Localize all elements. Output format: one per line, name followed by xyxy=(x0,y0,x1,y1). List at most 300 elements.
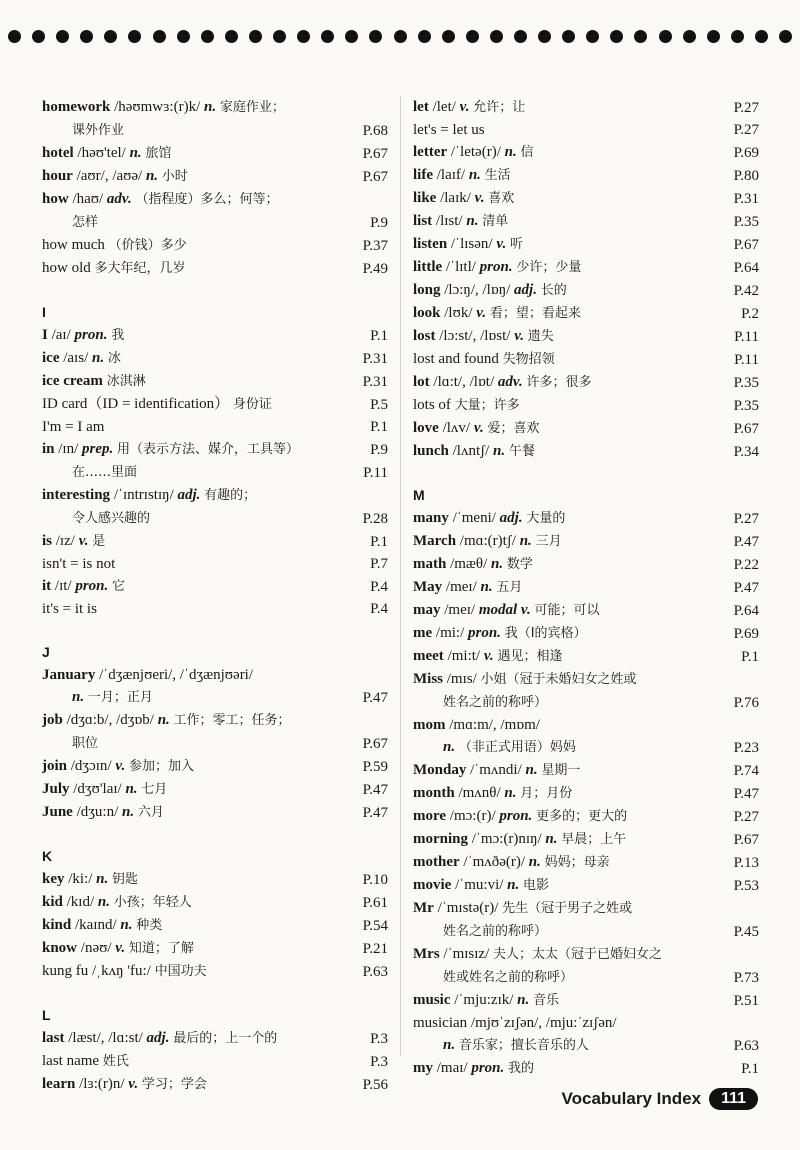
entry-text xyxy=(413,325,713,348)
chinese-meaning: 看；望；看起来 xyxy=(489,306,581,321)
pronunciation: /lʊk/ xyxy=(444,305,473,321)
page-reference: P.1 xyxy=(370,328,388,344)
entry-text xyxy=(413,851,713,874)
headword: my xyxy=(413,1060,433,1076)
pronunciation: /ˈmɪstə(r)/ xyxy=(437,900,499,916)
chinese-meaning: 参加；加入 xyxy=(128,759,194,774)
binder-dot xyxy=(683,30,696,43)
binder-dot xyxy=(755,30,768,43)
chinese-meaning: 遗失 xyxy=(527,329,554,344)
chinese-meaning: 它 xyxy=(112,579,126,594)
part-of-speech: n. xyxy=(468,167,481,183)
chinese-meaning: 多大年纪，几岁 xyxy=(94,261,186,276)
headword: may xyxy=(413,602,441,618)
entry-text xyxy=(42,1027,342,1050)
chinese-meaning: 大量的 xyxy=(526,511,566,526)
entry-text xyxy=(42,778,342,801)
pronunciation: /ɪt/ xyxy=(54,578,72,594)
entry-text xyxy=(413,897,713,920)
headword: kid xyxy=(42,894,63,910)
index-entry xyxy=(42,370,388,393)
headword: morning xyxy=(413,831,469,847)
entry-phrase: I'm = I am xyxy=(42,419,105,435)
page-reference: P.9 xyxy=(370,215,388,231)
index-entry xyxy=(42,664,388,686)
headword: May xyxy=(413,579,443,595)
entry-text xyxy=(413,96,713,119)
entry-phrase: isn't = is not xyxy=(42,556,116,572)
pronunciation: /ɪn/ xyxy=(58,441,79,457)
binder-dot xyxy=(418,30,431,43)
pronunciation: /laɪk/ xyxy=(440,190,471,206)
part-of-speech: v. xyxy=(514,328,525,344)
part-of-speech: v. xyxy=(473,420,484,436)
index-entry xyxy=(42,257,388,280)
chinese-meaning: 在……里面 xyxy=(72,465,138,480)
page-reference: P.69 xyxy=(733,626,759,642)
index-entry xyxy=(42,234,388,257)
index-entry xyxy=(42,575,388,598)
part-of-speech: v. xyxy=(128,1076,139,1092)
part-of-speech: modal v. xyxy=(478,602,531,618)
index-section xyxy=(42,642,388,824)
entry-text xyxy=(42,598,342,620)
page-reference: P.28 xyxy=(362,511,388,527)
entry-text xyxy=(413,256,713,279)
pronunciation: /maɪ/ xyxy=(436,1060,468,1076)
page-reference: P.1 xyxy=(370,419,388,435)
index-entry xyxy=(413,530,759,553)
entry-text xyxy=(413,187,713,210)
index-entry xyxy=(42,324,388,347)
chinese-meaning: 生活 xyxy=(484,168,511,183)
index-entry xyxy=(42,165,388,188)
index-section xyxy=(42,302,388,620)
page-reference: P.21 xyxy=(362,941,388,957)
entry-text xyxy=(413,714,713,736)
index-entry xyxy=(42,598,388,620)
chinese-meaning: 先生（冠于男子之姓或 xyxy=(502,901,633,916)
chinese-meaning: 姓或姓名之前的称呼） xyxy=(443,970,574,985)
index-entry xyxy=(413,187,759,210)
chinese-meaning: 遇见；相逢 xyxy=(497,649,563,664)
part-of-speech: v. xyxy=(496,236,507,252)
page-reference: P.68 xyxy=(362,123,388,139)
chinese-meaning: 姓名之前的称呼） xyxy=(443,695,548,710)
index-entry xyxy=(42,188,388,211)
index-entry xyxy=(413,759,759,782)
binder-dot xyxy=(345,30,358,43)
headword: Mr xyxy=(413,900,434,916)
chinese-meaning: 我 xyxy=(111,328,125,343)
part-of-speech: n. xyxy=(493,443,506,459)
chinese-meaning: 家庭作业； xyxy=(219,100,285,115)
headword: me xyxy=(413,625,433,641)
entry-text xyxy=(413,599,713,622)
index-entry xyxy=(42,686,388,709)
entry-text xyxy=(413,394,713,417)
page-reference: P.23 xyxy=(733,740,759,756)
pronunciation: /aʊr/, /aʊə/ xyxy=(76,168,143,184)
index-entry xyxy=(413,96,759,119)
entry-text xyxy=(42,755,342,778)
chinese-meaning: 冰淇淋 xyxy=(106,374,146,389)
chinese-meaning: 长的 xyxy=(540,283,567,298)
headword: many xyxy=(413,510,449,526)
pronunciation: /aɪs/ xyxy=(63,350,89,366)
binder-dot xyxy=(8,30,21,43)
pronunciation: /ˈmʌðə(r)/ xyxy=(463,854,526,870)
entry-phrase: lost and found xyxy=(413,351,499,367)
chinese-meaning: 爱；喜欢 xyxy=(487,421,540,436)
pronunciation: /ˈlɪsən/ xyxy=(450,236,493,252)
part-of-speech: n. xyxy=(96,871,109,887)
pronunciation: /ˈlɪtl/ xyxy=(445,259,476,275)
entry-text xyxy=(413,141,713,164)
headword: Monday xyxy=(413,762,467,778)
index-entry xyxy=(413,736,759,759)
index-entry xyxy=(413,645,759,668)
part-of-speech: n. xyxy=(443,739,456,755)
headword: Miss xyxy=(413,671,443,687)
chinese-meaning: 听 xyxy=(509,237,523,252)
entry-text xyxy=(413,164,713,187)
index-entry xyxy=(413,576,759,599)
headword: is xyxy=(42,533,53,549)
chinese-meaning: 更多的；更大的 xyxy=(536,809,628,824)
index-entry xyxy=(42,96,388,119)
index-entry xyxy=(42,553,388,575)
page-reference: P.11 xyxy=(734,329,759,345)
chinese-meaning: 一月；正月 xyxy=(87,690,153,705)
pronunciation: /mæθ/ xyxy=(450,556,488,572)
headword: ice cream xyxy=(42,373,103,389)
headword: Mrs xyxy=(413,946,440,962)
headword: music xyxy=(413,992,451,1008)
binder-dot xyxy=(225,30,238,43)
page-reference: P.34 xyxy=(733,444,759,460)
entry-text xyxy=(413,668,713,691)
chinese-meaning: 知道；了解 xyxy=(128,941,194,956)
index-entry xyxy=(413,164,759,187)
chinese-meaning: 可能；可以 xyxy=(534,603,600,618)
entry-text xyxy=(42,416,342,438)
part-of-speech: pron. xyxy=(468,625,501,641)
pronunciation: /ɪz/ xyxy=(55,533,75,549)
chinese-meaning: 令人感兴趣的 xyxy=(72,511,151,526)
headword: last xyxy=(42,1030,65,1046)
part-of-speech: n. xyxy=(443,1037,456,1053)
page-reference: P.63 xyxy=(362,964,388,980)
chinese-meaning: 工作；零工；任务； xyxy=(173,713,291,728)
section-letter: L xyxy=(42,1007,51,1023)
index-entry xyxy=(413,394,759,417)
headword: learn xyxy=(42,1076,76,1092)
pronunciation: /lɜ:(r)n/ xyxy=(79,1076,125,1092)
page-reference: P.31 xyxy=(362,374,388,390)
pronunciation: /mʌnθ/ xyxy=(458,785,501,801)
entry-phrase: last name xyxy=(42,1053,100,1069)
part-of-speech: v. xyxy=(78,533,89,549)
pronunciation: /həʊmwɜ:(r)k/ xyxy=(114,99,201,115)
headword: movie xyxy=(413,877,452,893)
headword: March xyxy=(413,533,457,549)
chinese-meaning: 五月 xyxy=(496,580,523,595)
headword: interesting xyxy=(42,487,111,503)
part-of-speech: n. xyxy=(545,831,558,847)
chinese-meaning: 音乐家；擅长音乐的人 xyxy=(458,1038,589,1053)
page-reference: P.56 xyxy=(362,1077,388,1093)
page-reference: P.9 xyxy=(370,442,388,458)
page-reference: P.47 xyxy=(733,786,759,802)
pronunciation: /kaɪnd/ xyxy=(74,917,117,933)
index-entry xyxy=(413,668,759,691)
headword: month xyxy=(413,785,455,801)
page-reference: P.4 xyxy=(370,579,388,595)
pronunciation: /meɪ/ xyxy=(444,602,476,618)
headword: in xyxy=(42,441,55,457)
entry-text xyxy=(413,553,713,576)
headword: little xyxy=(413,259,443,275)
part-of-speech: adj. xyxy=(146,1030,170,1046)
entry-text xyxy=(42,438,342,461)
pronunciation: /nəʊ/ xyxy=(80,940,112,956)
pronunciation: /ˈletə(r)/ xyxy=(450,144,501,160)
headword: more xyxy=(413,808,447,824)
index-section xyxy=(42,846,388,983)
part-of-speech: v. xyxy=(483,648,494,664)
index-entry xyxy=(413,553,759,576)
binder-dot xyxy=(634,30,647,43)
headword: job xyxy=(42,712,63,728)
chinese-meaning: 允许；让 xyxy=(473,100,526,115)
index-entry xyxy=(413,622,759,645)
part-of-speech: n. xyxy=(129,145,142,161)
page-reference: P.47 xyxy=(733,580,759,596)
entry-text xyxy=(413,874,713,897)
chinese-meaning: 种类 xyxy=(136,918,163,933)
page-reference: P.45 xyxy=(733,924,759,940)
entry-text xyxy=(413,759,713,782)
headword: ice xyxy=(42,350,60,366)
page-reference: P.67 xyxy=(362,169,388,185)
chinese-meaning: 夫人；太太（冠于已婚妇女之 xyxy=(492,947,662,962)
entry-text xyxy=(413,691,713,714)
chinese-meaning: 中国功夫 xyxy=(154,964,207,979)
index-entry xyxy=(42,755,388,778)
index-entry xyxy=(42,119,388,142)
entry-text xyxy=(42,686,342,709)
page-reference: P.2 xyxy=(741,306,759,322)
index-entry xyxy=(413,1012,759,1034)
page-reference: P.37 xyxy=(362,238,388,254)
pronunciation: /lɔ:ŋ/, /lɒŋ/ xyxy=(444,282,511,298)
entry-text xyxy=(42,234,342,257)
entry-text xyxy=(42,211,342,234)
page-reference: P.47 xyxy=(362,690,388,706)
pronunciation: /lʌv/ xyxy=(442,420,471,436)
entry-text xyxy=(42,324,342,347)
page-reference: P.73 xyxy=(733,970,759,986)
index-entry xyxy=(413,920,759,943)
entry-text xyxy=(413,966,713,989)
page-reference: P.7 xyxy=(370,556,388,572)
page-reference: P.13 xyxy=(733,855,759,871)
index-entry xyxy=(413,782,759,805)
chinese-meaning: 七月 xyxy=(141,782,168,797)
page-reference: P.27 xyxy=(733,100,759,116)
index-entry xyxy=(413,210,759,233)
index-entry xyxy=(42,937,388,960)
entry-text xyxy=(413,989,713,1012)
index-entry xyxy=(42,914,388,937)
entry-text xyxy=(42,1050,342,1073)
part-of-speech: pron. xyxy=(74,327,108,343)
section-letter: I xyxy=(42,304,46,320)
binder-dot xyxy=(442,30,455,43)
chinese-meaning: 喜欢 xyxy=(488,191,515,206)
entry-text xyxy=(413,645,713,668)
chinese-meaning: 星期一 xyxy=(541,763,581,778)
pronunciation: /ki:/ xyxy=(68,871,93,887)
footer-label: Vocabulary Index xyxy=(561,1089,702,1108)
part-of-speech: pron. xyxy=(479,259,513,275)
headword: look xyxy=(413,305,441,321)
binder-dot xyxy=(153,30,166,43)
headword: lot xyxy=(413,374,430,390)
headword: how xyxy=(42,191,69,207)
chinese-meaning: 身份证 xyxy=(232,397,272,412)
page-reference: P.42 xyxy=(733,283,759,299)
page-reference: P.69 xyxy=(733,145,759,161)
page-reference: P.67 xyxy=(362,146,388,162)
headword: June xyxy=(42,804,73,820)
page-reference: P.27 xyxy=(733,511,759,527)
entry-text xyxy=(42,370,342,393)
page-reference: P.67 xyxy=(362,736,388,752)
pronunciation: /haʊ/ xyxy=(72,191,104,207)
index-section xyxy=(413,96,759,463)
entry-phrase: it's = it is xyxy=(42,601,97,617)
chinese-meaning: 用（表示方法、媒介，工具等） xyxy=(117,442,300,457)
entry-text xyxy=(42,165,342,188)
entry-text xyxy=(42,1073,342,1096)
part-of-speech: v. xyxy=(459,99,470,115)
part-of-speech: v. xyxy=(476,305,487,321)
entry-text xyxy=(42,484,342,507)
headword: math xyxy=(413,556,447,572)
entry-text xyxy=(42,664,342,686)
chinese-meaning: 小孩；年轻人 xyxy=(113,895,192,910)
pronunciation: /ˈmu:vi/ xyxy=(455,877,504,893)
entry-text xyxy=(42,868,342,891)
chinese-meaning: 职位 xyxy=(72,736,99,751)
page-reference: P.35 xyxy=(733,214,759,230)
entry-text xyxy=(413,576,713,599)
chinese-meaning: 午餐 xyxy=(508,444,535,459)
part-of-speech: n. xyxy=(91,350,105,366)
entry-text xyxy=(413,1012,713,1034)
chinese-meaning: 学习；学会 xyxy=(141,1077,207,1092)
headword: long xyxy=(413,282,441,298)
index-entry xyxy=(413,302,759,325)
entry-phrase: musician /mjʊˈzɪʃən/, /mju:ˈzɪʃən/ xyxy=(413,1015,617,1031)
index-entry xyxy=(413,805,759,828)
binder-dot xyxy=(369,30,382,43)
index-entry xyxy=(413,599,759,622)
chinese-meaning: （非正式用语）妈妈 xyxy=(458,740,576,755)
headword: January xyxy=(42,667,96,683)
binder-dot xyxy=(779,30,792,43)
chinese-meaning: 小时 xyxy=(161,169,188,184)
index-entry xyxy=(42,868,388,891)
page-reference: P.59 xyxy=(362,759,388,775)
index-entry xyxy=(413,851,759,874)
pronunciation: /dʒu:n/ xyxy=(76,804,119,820)
pronunciation: /lɪst/ xyxy=(435,213,463,229)
pronunciation: /ˈdʒænjʊeri/, /ˈdʒænjʊəri/ xyxy=(99,667,254,683)
part-of-speech: n. xyxy=(504,785,517,801)
entry-text xyxy=(42,507,342,530)
headword: lunch xyxy=(413,443,449,459)
chinese-meaning: 大量；许多 xyxy=(454,398,520,413)
pronunciation: /ˈmʌndi/ xyxy=(470,762,522,778)
page-reference: P.11 xyxy=(363,465,388,481)
part-of-speech: n. xyxy=(466,213,479,229)
part-of-speech: v. xyxy=(115,940,126,956)
index-entry xyxy=(413,279,759,302)
pronunciation: /mi:/ xyxy=(435,625,465,641)
chinese-meaning: 电影 xyxy=(523,878,550,893)
chinese-meaning: （价钱）多少 xyxy=(108,238,187,253)
page-reference: P.3 xyxy=(370,1031,388,1047)
chinese-meaning: 课外作业 xyxy=(72,123,125,138)
entry-text xyxy=(413,279,713,302)
index-entry xyxy=(42,507,388,530)
binder-dot xyxy=(586,30,599,43)
part-of-speech: n. xyxy=(97,894,110,910)
chinese-meaning: 失物招领 xyxy=(502,352,555,367)
chinese-meaning: 最后的；上一个的 xyxy=(173,1031,278,1046)
binder-dot xyxy=(610,30,623,43)
index-entry xyxy=(413,874,759,897)
headword: join xyxy=(42,758,68,774)
binder-dot xyxy=(321,30,334,43)
part-of-speech: n. xyxy=(528,854,541,870)
index-section xyxy=(413,485,759,1080)
page-reference: P.49 xyxy=(362,261,388,277)
entry-text xyxy=(42,732,342,755)
pronunciation: /həʊ'tel/ xyxy=(77,145,126,161)
part-of-speech: n. xyxy=(122,804,135,820)
entry-text xyxy=(42,347,342,370)
part-of-speech: n. xyxy=(525,762,538,778)
index-entry xyxy=(413,348,759,371)
index-column-right xyxy=(413,96,759,1102)
entry-text xyxy=(413,920,713,943)
chinese-meaning: （指程度）多么；何等； xyxy=(135,192,279,207)
index-entry xyxy=(42,438,388,461)
index-entry xyxy=(413,828,759,851)
entry-text xyxy=(42,119,342,142)
page-reference: P.53 xyxy=(733,878,759,894)
page-reference: P.54 xyxy=(362,918,388,934)
page-reference: P.64 xyxy=(733,603,759,619)
chinese-meaning: 清单 xyxy=(482,214,509,229)
chinese-meaning: 我（I的宾格） xyxy=(504,626,587,641)
chinese-meaning: 数学 xyxy=(506,557,533,572)
entry-phrase: how old xyxy=(42,260,91,276)
